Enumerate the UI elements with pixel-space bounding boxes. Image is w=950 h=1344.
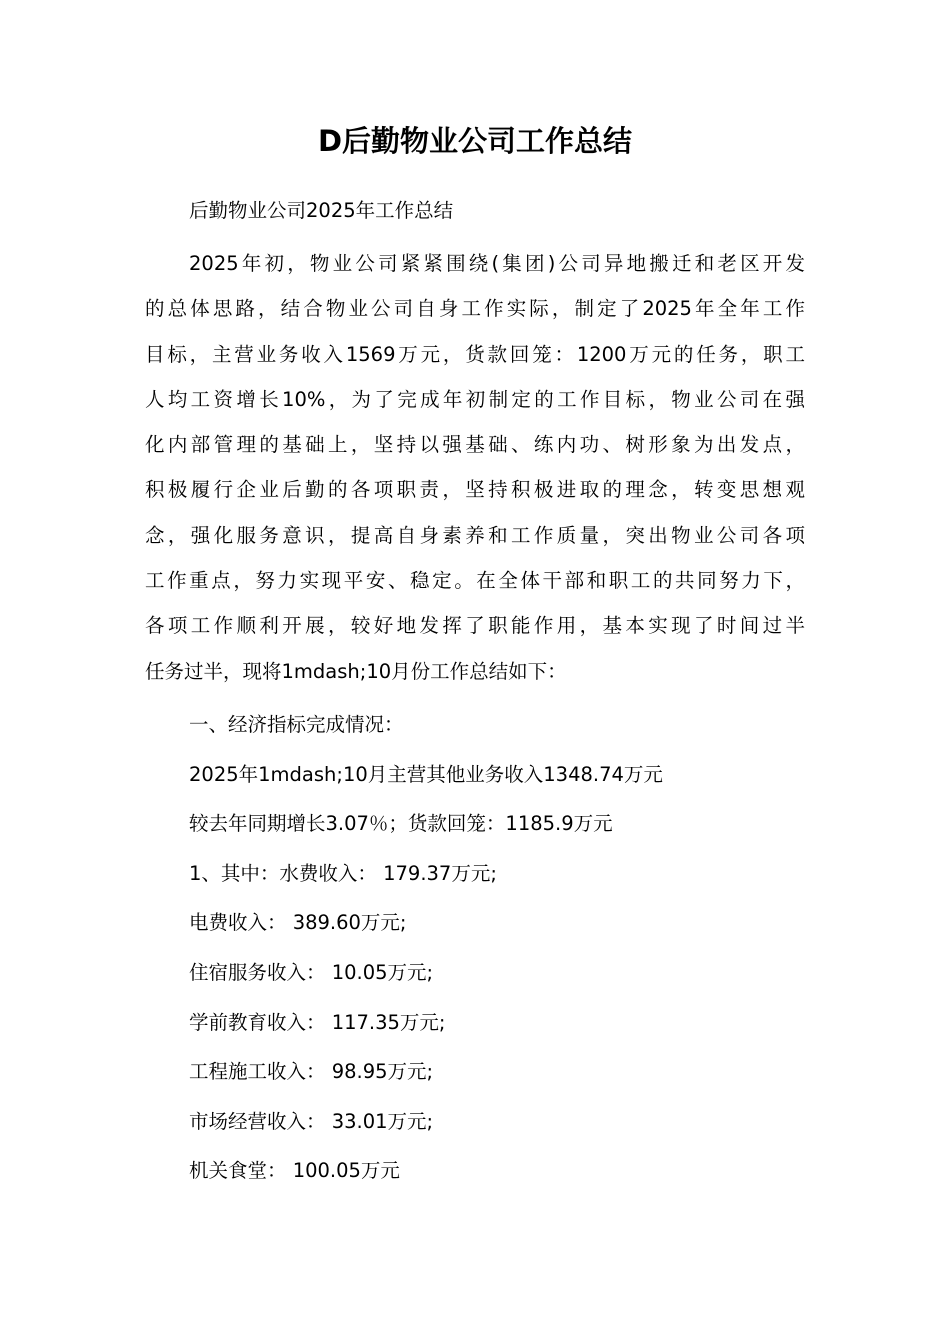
income-list [189,700,663,1196]
list-item: 学前教育收入： 117.35万元; [189,1010,446,1034]
list-item: 较去年同期增长3.07％；货款回笼：1185.9万元 [189,812,613,836]
list-item: 机关食堂： 100.05万元 [189,1159,400,1183]
list-item: 市场经营收入： 33.01万元; [189,1109,434,1133]
paragraph-line: 任务过半，现将1mdash;10月份工作总结如下： [145,659,567,683]
document-title: D后勤物业公司工作总结 [317,124,633,158]
document-subtitle: 后勤物业公司2025年工作总结 [189,199,454,222]
paragraph-line: 人均工资增长10%，为了完成年初制定的工作目标，物业公司在强 [145,387,805,411]
list-item: 2025年1mdash;10月主营其他业务收入1348.74万元 [189,762,663,786]
paragraph-line: 念，强化服务意识，提高自身素养和工作质量，突出物业公司各项 [145,523,805,547]
paragraph-line: 目标，主营业务收入1569万元，货款回笼：1200万元的任务，职工 [145,342,805,366]
list-item: 电费收入： 389.60万元; [189,911,407,935]
list-item: 住宿服务收入： 10.05万元; [189,960,434,984]
paragraph-line: 工作重点，努力实现平安、稳定。在全体干部和职工的共同努力下， [145,569,805,593]
paragraph-line: 各项工作顺利开展，较好地发挥了职能作用，基本实现了时间过半 [145,614,805,638]
body-paragraph [145,241,805,694]
section-heading: 一、经济指标完成情况： [189,713,404,736]
paragraph-line: 积极履行企业后勤的各项职责，坚持积极进取的理念，转变思想观 [145,478,805,502]
list-item: 1、其中：水费收入： 179.37万元; [189,861,497,885]
paragraph-line: 化内部管理的基础上，坚持以强基础、练内功、树形象为出发点， [145,433,805,457]
paragraph-line: 2025年初，物业公司紧紧围绕(集团)公司异地搬迁和老区开发 [189,252,805,275]
list-item: 工程施工收入： 98.95万元; [189,1060,434,1084]
paragraph-line: 的总体思路，结合物业公司自身工作实际，制定了2025年全年工作 [145,297,805,321]
